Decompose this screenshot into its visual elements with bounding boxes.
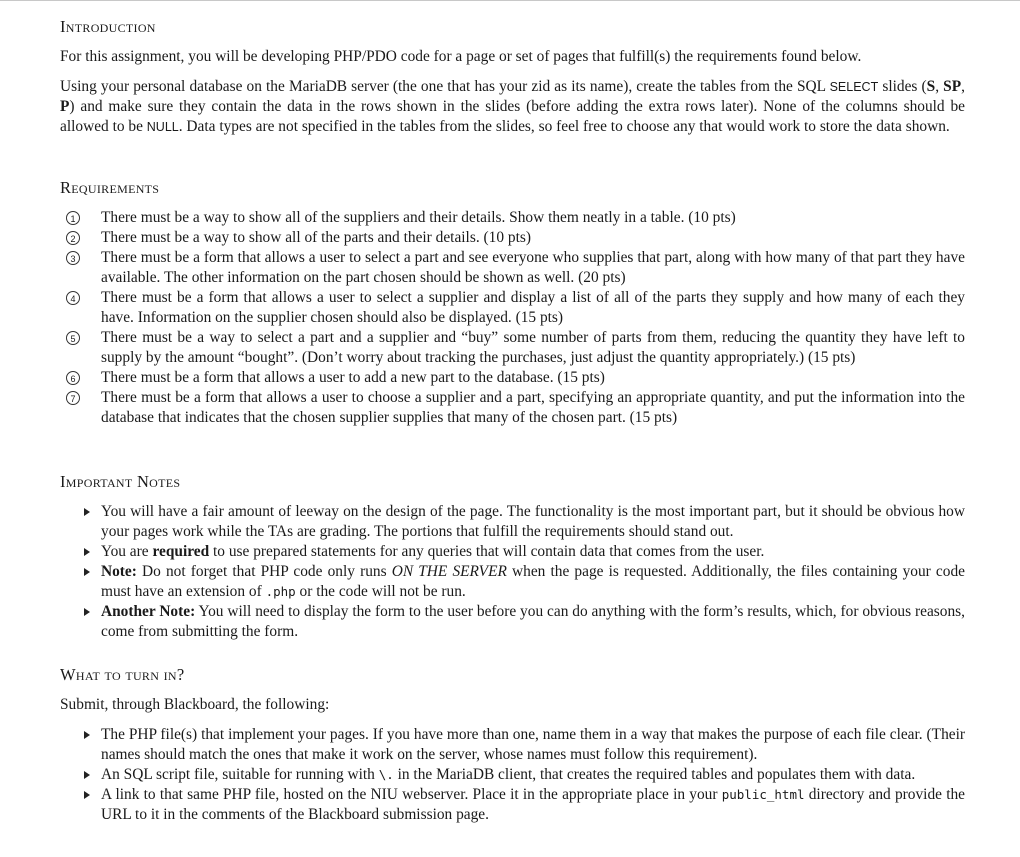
- requirement-item: [60, 248, 965, 288]
- code-null: NULL: [146, 120, 179, 134]
- code-php-extension: .php: [265, 584, 296, 599]
- another-note-label: Another Note:: [101, 603, 196, 620]
- note-item: [60, 502, 965, 542]
- requirements-heading: Requirements: [60, 178, 160, 197]
- triangle-bullet-icon: [84, 731, 90, 739]
- triangle-bullet-icon: [84, 508, 90, 516]
- note-label: Note:: [101, 563, 137, 580]
- requirement-text: There must be a way to select a part and a supplier and “buy” some number of parts from them, reducing the quantity they have left to supply by the amount “bought”. (Don’t worry about tracking the purchases, just adjust the quantity appropriately.) (15 pts): [101, 329, 965, 366]
- important-notes-heading: Important Notes: [60, 472, 181, 491]
- text-run: in the MariaDB client, that creates the required tables and populates them with data.: [393, 766, 916, 783]
- table-p: P: [60, 98, 70, 115]
- emphasis-required: required: [152, 543, 210, 560]
- text-run: Do not forget that PHP code only runs: [136, 563, 392, 580]
- text-run: directory and provide the URL to it in the comments of the Blackboard submission page.: [101, 786, 965, 823]
- requirement-text: There must be a form that allows a user to select a supplier and display a list of all of the parts they supply and how many of each they have. Information on the supplier chosen should also be displayed. (15 pts): [101, 289, 965, 326]
- what-to-turn-in-heading: What to turn in?: [60, 665, 185, 684]
- introduction-heading: Introduction: [60, 17, 156, 36]
- text-run: ,: [935, 78, 944, 95]
- requirement-item: [60, 288, 965, 328]
- top-border-line: [0, 0, 1020, 1]
- intro-paragraph-1: For this assignment, you will be developing PHP/PDO code for a page or set of pages that fulfill(s) the requirements found below.: [60, 48, 862, 65]
- circled-number: 4: [66, 291, 80, 305]
- requirement-item: [60, 328, 965, 368]
- text-run: ,: [961, 78, 965, 95]
- intro-paragraph-2: [60, 77, 965, 137]
- text-run: or the code will not be run.: [295, 583, 466, 600]
- text-run: Using your personal database on the MariaDB server (the one that has your zid as its name), create the tables from the SQL: [60, 78, 830, 95]
- requirement-text: There must be a form that allows a user to add a new part to the database. (15 pts): [101, 369, 605, 386]
- circled-number: 6: [66, 371, 80, 385]
- turn-in-text: The PHP file(s) that implement your pages. If you have more than one, name them in a way that makes the purpose of each file clear. (Their names should match the ones that make it work on the server, whose names must follow this requirement).: [101, 726, 965, 763]
- note-item: [60, 602, 965, 642]
- table-s: S: [926, 78, 936, 95]
- circled-number: 7: [66, 391, 80, 405]
- code-source-command: \.: [378, 767, 394, 782]
- turn-in-list: [60, 725, 965, 825]
- turn-in-item: [60, 785, 965, 825]
- circled-number: 3: [66, 251, 80, 265]
- triangle-bullet-icon: [84, 791, 90, 799]
- triangle-bullet-icon: [84, 568, 90, 576]
- text-run: You are: [101, 543, 153, 560]
- text-run: You will need to display the form to the user before you can do anything with the form’s results, which, for obvious reasons, come from submitting the form.: [101, 603, 965, 640]
- requirement-item: [60, 208, 965, 228]
- requirement-item: [60, 388, 965, 428]
- text-run: A link to that same PHP file, hosted on the NIU webserver. Place it in the appropriate place in your: [101, 786, 722, 803]
- requirement-item: [60, 228, 965, 248]
- note-item: [60, 542, 965, 562]
- code-public-html: public_html: [721, 787, 805, 802]
- requirements-list: [60, 208, 965, 428]
- circled-number: 5: [66, 331, 80, 345]
- turn-in-item: [60, 765, 965, 785]
- emphasis-on-the-server: ON THE SERVER: [391, 563, 507, 580]
- requirement-text: There must be a way to show all of the parts and their details. (10 pts): [101, 229, 531, 246]
- requirement-text: There must be a form that allows a user to choose a supplier and a part, specifying an appropriate quantity, and put the information into the database that indicates that the chosen supplier supplies that many of the chosen part. (15 pts): [101, 389, 965, 426]
- text-run: ) and make sure they contain the data in the rows shown in the slides (before adding the extra rows later). None of the columns should be allowed to be: [60, 98, 965, 135]
- circled-number: 1: [66, 211, 80, 225]
- requirement-text: There must be a form that allows a user to select a part and see everyone who supplies that part, along with how many of that part they have available. The other information on the part chosen should be shown as well. (20 pts): [101, 249, 965, 286]
- requirement-text: There must be a way to show all of the suppliers and their details. Show them neatly in a table. (10 pts): [101, 209, 736, 226]
- text-run: when the page is requested. Additionally, the files containing your code must have an extension of: [101, 563, 965, 600]
- text-run: . Data types are not specified in the tables from the slides, so feel free to choose any that would work to store the data shown.: [178, 118, 950, 135]
- text-run: to use prepared statements for any queries that will contain data that comes from the user.: [209, 543, 765, 560]
- circled-number: 2: [66, 231, 80, 245]
- code-select: SELECT: [829, 80, 879, 94]
- text-run: An SQL script file, suitable for running with: [101, 766, 379, 783]
- triangle-bullet-icon: [84, 771, 90, 779]
- turn-in-item: [60, 725, 965, 765]
- table-sp: SP: [943, 78, 962, 95]
- note-text: You will have a fair amount of leeway on the design of the page. The functionality is the most important part, but it should be obvious how your pages work while the TAs are grading. The portions that fulfill the requirements should stand out.: [101, 503, 965, 540]
- note-item: [60, 562, 965, 602]
- text-run: slides (: [878, 78, 927, 95]
- important-notes-list: [60, 502, 965, 642]
- requirement-item: [60, 368, 965, 388]
- submit-instruction: Submit, through Blackboard, the following:: [60, 696, 330, 713]
- triangle-bullet-icon: [84, 608, 90, 616]
- triangle-bullet-icon: [84, 548, 90, 556]
